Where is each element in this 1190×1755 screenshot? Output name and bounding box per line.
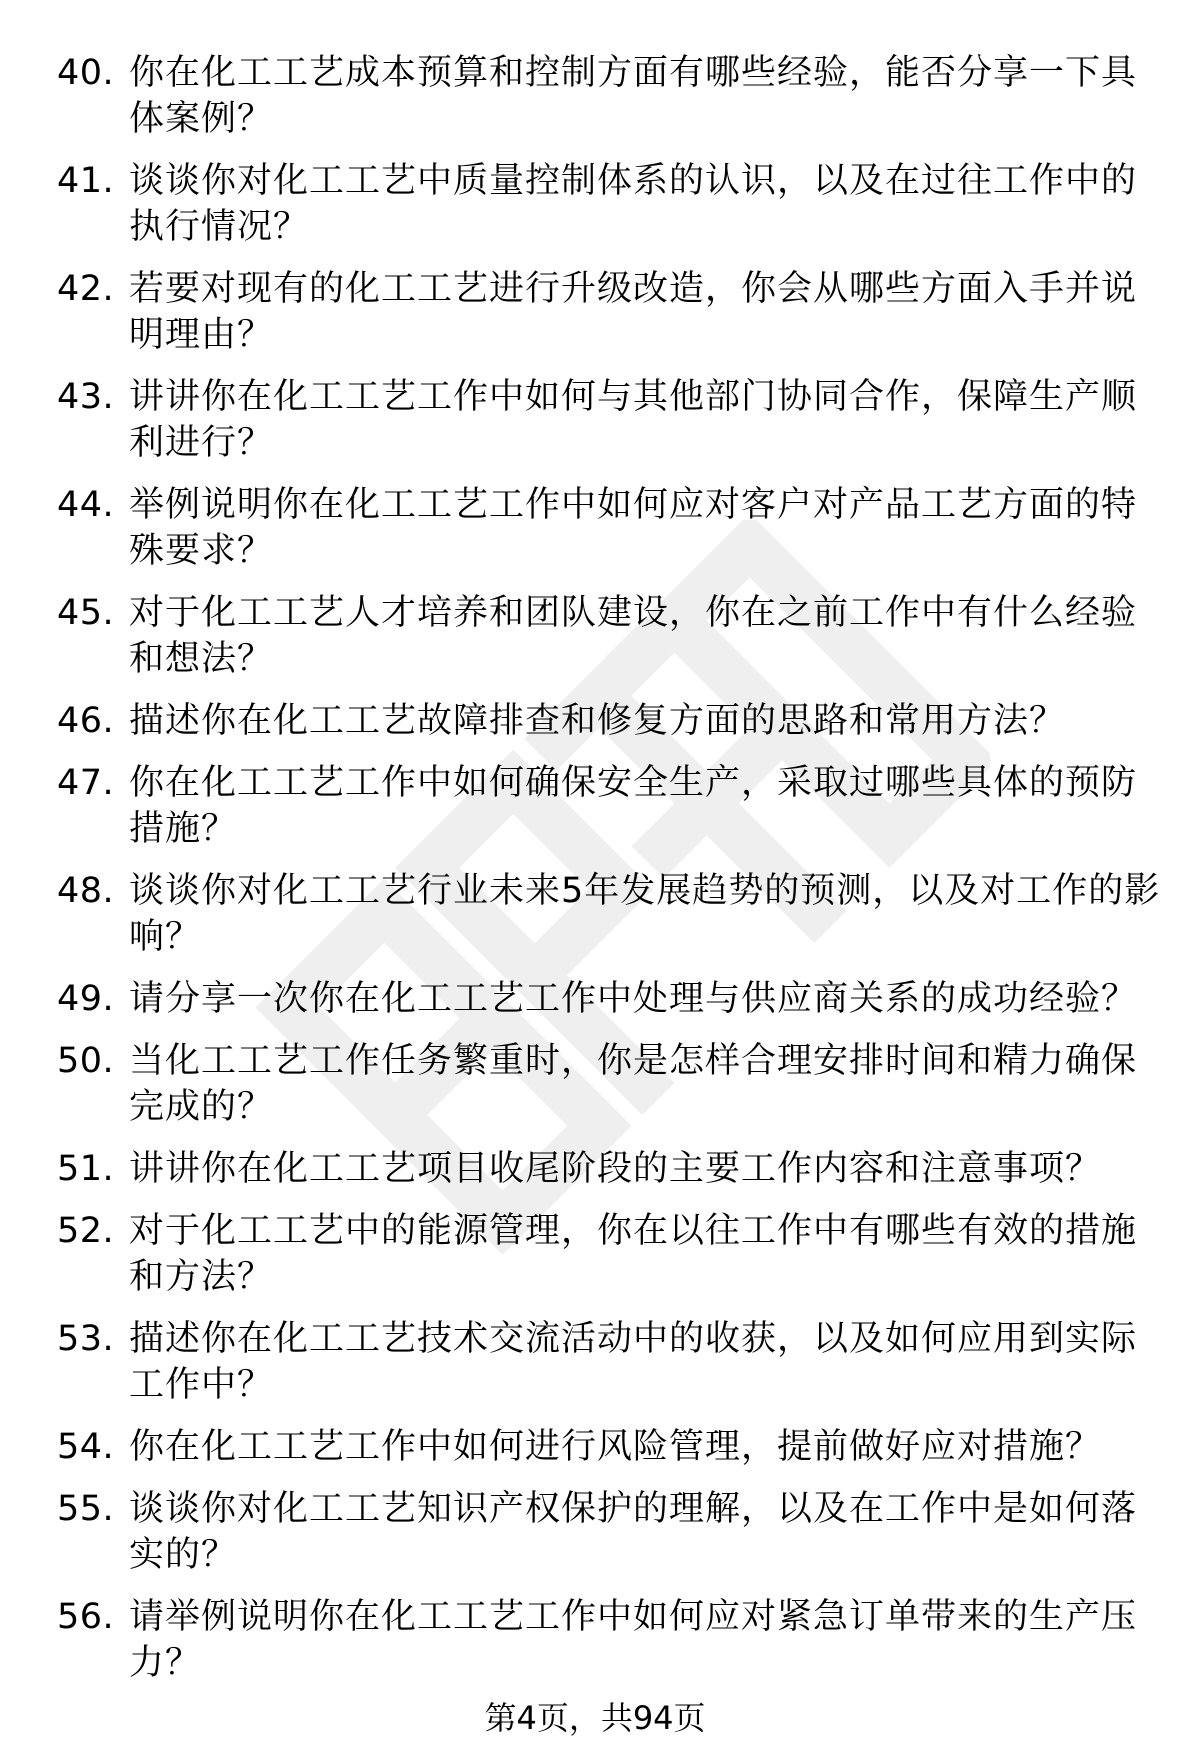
question-text: 你在化工工艺工作中如何进行风险管理，提前做好应对措施？	[129, 1427, 1102, 1467]
question-number: 48.	[57, 871, 115, 911]
list-item	[57, 158, 1167, 250]
question-number: 46.	[57, 701, 115, 741]
question-text: 描述你在化工工艺故障排查和修复方面的思路和常用方法？	[129, 701, 1066, 741]
question-number: 43.	[57, 377, 115, 417]
list-item	[57, 1594, 1167, 1686]
list-item	[57, 1316, 1167, 1408]
question-text: 谈谈你对化工工艺知识产权保护的理解，以及在工作中是如何落实的？	[129, 1489, 1138, 1575]
list-item	[57, 698, 1167, 744]
question-text: 描述你在化工工艺技术交流活动中的收获，以及如何应用到实际工作中？	[129, 1319, 1138, 1405]
list-item	[57, 1486, 1167, 1578]
list-item	[57, 1038, 1167, 1130]
list-item	[57, 1146, 1167, 1192]
question-text: 请分享一次你在化工工艺工作中处理与供应商关系的成功经验？	[129, 979, 1138, 1019]
question-text: 对于化工工艺人才培养和团队建设，你在之前工作中有什么经验和想法？	[129, 593, 1138, 679]
list-item	[57, 266, 1167, 358]
list-item	[57, 590, 1167, 682]
question-text: 讲讲你在化工工艺项目收尾阶段的主要工作内容和注意事项？	[129, 1149, 1102, 1189]
question-number: 45.	[57, 593, 115, 633]
question-text: 举例说明你在化工工艺工作中如何应对客户对产品工艺方面的特殊要求？	[129, 485, 1138, 571]
question-number: 53.	[57, 1319, 115, 1359]
question-text: 请举例说明你在化工工艺工作中如何应对紧急订单带来的生产压力？	[129, 1597, 1138, 1683]
page-footer: 第4页，共94页	[484, 1699, 706, 1737]
question-number: 49.	[57, 979, 115, 1019]
question-number: 56.	[57, 1597, 115, 1637]
list-item	[57, 760, 1167, 852]
question-number: 52.	[57, 1211, 115, 1251]
question-text: 谈谈你对化工工艺行业未来5年发展趋势的预测，以及对工作的影响？	[129, 871, 1161, 957]
list-item	[57, 976, 1167, 1022]
question-number: 44.	[57, 485, 115, 525]
question-number: 54.	[57, 1427, 115, 1467]
question-number: 40.	[57, 53, 115, 93]
question-text: 当化工工艺工作任务繁重时，你是怎样合理安排时间和精力确保完成的？	[129, 1041, 1138, 1127]
question-text: 讲讲你在化工工艺工作中如何与其他部门协同合作，保障生产顺利进行？	[129, 377, 1138, 463]
list-item	[57, 868, 1167, 960]
question-text: 对于化工工艺中的能源管理，你在以往工作中有哪些有效的措施和方法？	[129, 1211, 1138, 1297]
question-text: 你在化工工艺工作中如何确保安全生产，采取过哪些具体的预防措施？	[129, 763, 1138, 849]
list-item	[57, 50, 1167, 142]
question-number: 41.	[57, 161, 115, 201]
question-text: 谈谈你对化工工艺中质量控制体系的认识，以及在过往工作中的执行情况？	[129, 161, 1138, 247]
question-text: 若要对现有的化工工艺进行升级改造，你会从哪些方面入手并说明理由？	[129, 269, 1138, 355]
question-list	[57, 50, 1167, 1702]
question-number: 42.	[57, 269, 115, 309]
list-item	[57, 1424, 1167, 1470]
question-number: 51.	[57, 1149, 115, 1189]
list-item	[57, 374, 1167, 466]
question-text: 你在化工工艺成本预算和控制方面有哪些经验，能否分享一下具体案例？	[129, 53, 1138, 139]
question-number: 50.	[57, 1041, 115, 1081]
list-item	[57, 1208, 1167, 1300]
question-number: 55.	[57, 1489, 115, 1529]
list-item	[57, 482, 1167, 574]
question-number: 47.	[57, 763, 115, 803]
